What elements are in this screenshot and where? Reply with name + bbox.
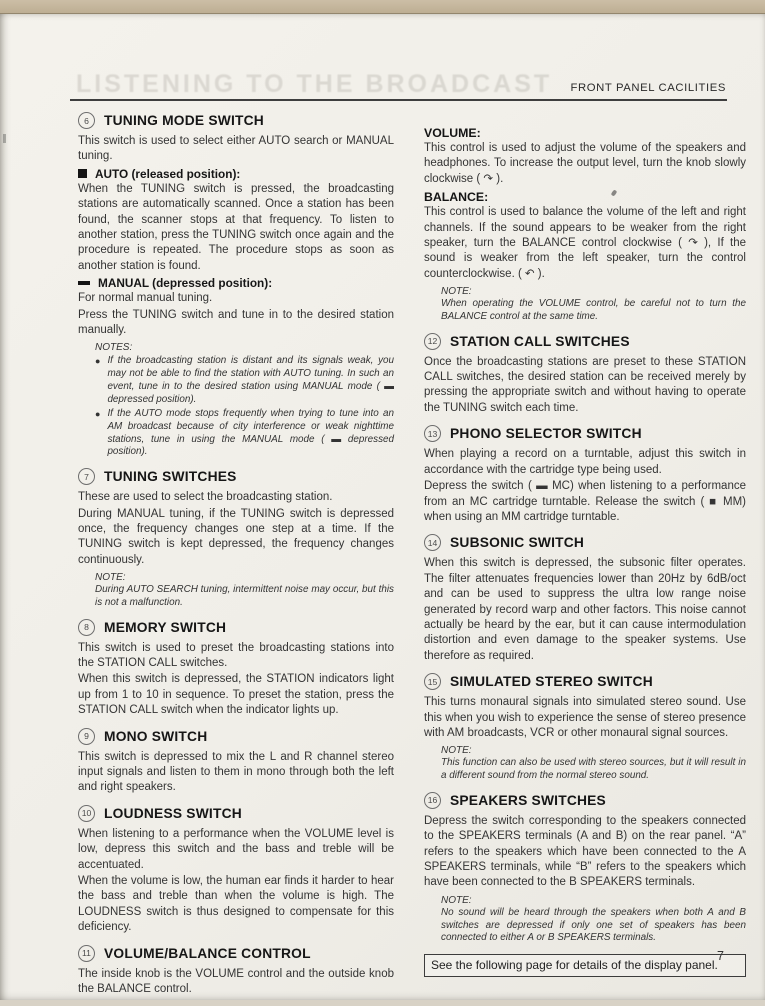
note-bullet-item [95, 355, 394, 406]
notes-label: NOTES: [95, 342, 133, 354]
paragraph: When the volume is low, the human ear finds it harder to hear the bass and treble than when the volume is high. The LOUDNESS switch is thus designed to compensate for this deficiency. [78, 875, 394, 934]
note-label: NOTE: [441, 286, 472, 298]
section-volume-balance-control [78, 945, 394, 998]
section-number-badge: 7 [78, 468, 95, 485]
section-title: SUBSONIC SWITCH [450, 535, 585, 551]
section-number-badge: 16 [424, 792, 441, 809]
section-heading [424, 534, 746, 551]
right-column [424, 126, 746, 977]
section-tuning-switches [78, 468, 394, 609]
balance-subheading: BALANCE: [424, 190, 489, 205]
section-number-badge: 11 [78, 945, 95, 962]
section-memory-switch [78, 619, 394, 719]
section-heading [78, 468, 394, 485]
section-heading [78, 728, 394, 745]
note-label: NOTE: [441, 894, 472, 906]
paragraph: During MANUAL tuning, if the TUNING switch is depressed once, the frequency changes one step at a time. If the TUNING switch is kept depressed, the frequency changes continuously. [78, 507, 394, 566]
section-phono-selector-switch [424, 425, 746, 525]
section-heading [78, 805, 394, 822]
paragraph: When playing a record on a turntable, adjust this switch in accordance with the cartridge type being used. [424, 448, 746, 476]
paragraph: When this switch is depressed, the subsonic filter operates. The filter attenuates frequencies lower than 20Hz by 6dB/oct and can be used to suppress the ultra low range noise generated by record warp and other factors. This noise cannot actually be heard by the ear, but it can cause intermodulation distortion and even damage to the speaker systems. Use therefore as required. [424, 557, 746, 662]
section-heading [424, 673, 746, 690]
footer-note-box: See the following page for details of the display panel. [424, 954, 746, 977]
section-title: MEMORY SWITCH [104, 619, 227, 635]
paragraph: When the TUNING switch is pressed, the broadcasting stations are automatically scanned. Once a station has been found, the scanner stops at that frequency. To listen to another station, press the TUNING switch once again and the procedure is repeated. The procedure stops as soon as another station is found. [78, 182, 394, 272]
bullet-icon: ● [95, 409, 101, 420]
paragraph: For normal manual tuning. [78, 292, 213, 305]
note-label: NOTE: [441, 745, 472, 757]
paragraph: When listening to a performance when the VOLUME level is low, depress this switch and the bass and treble will be accentuated. [78, 827, 394, 871]
paragraph: This switch is used to preset the broadcasting stations into the STATION CALL switches. [78, 641, 394, 669]
section-simulated-stereo-switch [424, 673, 746, 783]
volume-subheading: VOLUME: [424, 126, 481, 140]
note-text: This function can also be used with stereo sources, but it will result in a different sound from the normal stereo sound. [441, 757, 746, 782]
section-heading [424, 333, 746, 350]
paragraph: This control is used to balance the volume of the left and right channels. If the sound appears to be weaker from the right speaker, turn the BALANCE control clockwise ( ↷ ), If the sound is weaker from the left speaker, turn the control counterclockwise. ( ↶ ). [424, 206, 746, 280]
note-text: If the AUTO mode stops frequently when trying to tune into an AM broadcast because of city interference or weak nighttime stations, tune in using the MANUAL mode ( ▬ depressed position). [107, 408, 394, 458]
paragraph: This turns monaural signals into simulated stereo sound. Use this when you wish to experience the sense of stereo presence with AM broadcasts, VCR or other monaural signal sources. [424, 696, 746, 739]
manual-page [0, 14, 765, 1000]
section-title: VOLUME/BALANCE CONTROL [104, 945, 311, 961]
section-title: LOUDNESS SWITCH [104, 805, 242, 821]
subheading-auto [78, 167, 394, 181]
section-number-badge: 10 [78, 805, 95, 822]
note-label: NOTE: [95, 572, 126, 584]
section-heading [424, 425, 746, 442]
note-text: No sound will be heard through the speakers when both A and B switches are depressed if only one set of speakers has been connected to either A or B SPEAKERS terminals. [441, 906, 746, 944]
note-bullet-item [95, 408, 394, 459]
section-title: MONO SWITCH [104, 728, 208, 744]
section-title: SIMULATED STEREO SWITCH [450, 674, 653, 690]
scan-artifact [3, 134, 6, 143]
note-text: During AUTO SEARCH tuning, intermittent noise may occur, but this is not a malfunction. [95, 584, 394, 608]
paragraph: The inside knob is the VOLUME control and the outside knob the BALANCE control. [78, 967, 394, 996]
page-header: FRONT PANEL CACILITIES [570, 82, 726, 94]
section-subsonic-switch [424, 534, 746, 664]
header-rule [70, 99, 727, 101]
section-title: STATION CALL SWITCHES [450, 333, 630, 349]
section-number-badge: 13 [424, 425, 441, 442]
paragraph: This switch is depressed to mix the L and R channel stereo input signals and listen to them in mono through both the left and right speakers. [78, 750, 394, 794]
paragraph: When this switch is depressed, the STATION indicators light up from 1 to 10 in sequence. To preset the station, press the STATION CALL switch when the indicator lights up. [78, 673, 394, 717]
paragraph: These are used to select the broadcasting station. [78, 491, 333, 504]
section-heading [78, 945, 394, 962]
subheading-label: MANUAL (depressed position): [98, 276, 273, 291]
section-number-badge: 15 [424, 673, 441, 690]
paragraph: Once the broadcasting stations are preset to these STATION CALL switches, the desired station can be received merely by pressing the appropriate switch and without having to operate the TUNING switch each time. [424, 355, 746, 414]
note-text: When operating the VOLUME control, be careful not to turn the BALANCE control at the same time. [441, 298, 746, 322]
paragraph: Depress the switch corresponding to the speakers connected to the SPEAKERS terminals (A and B) on the rear panel. “A” refers to the speakers which have been connected to the A SPEAKERS terminals, while “B” refers to the speakers which have been connected to the B SPEAKERS terminals. [424, 814, 746, 889]
notes-block [95, 342, 394, 459]
section-speakers-switches [424, 792, 746, 945]
section-volume-balance-description [424, 126, 746, 324]
note-block [441, 745, 746, 782]
section-heading [78, 112, 394, 129]
left-column [78, 112, 394, 1006]
section-number-badge: 14 [424, 534, 441, 551]
section-number-badge: 12 [424, 333, 441, 350]
scan-background-strip [0, 0, 765, 14]
section-heading [78, 619, 394, 636]
section-mono-switch [78, 728, 394, 796]
note-block [441, 895, 746, 945]
paragraph: This control is used to adjust the volume of the speakers and headphones. To increase the output level, turn the knob slowly clockwise ( ↷ ). [424, 142, 746, 185]
note-block [441, 286, 746, 323]
section-title: SPEAKERS SWITCHES [450, 792, 606, 808]
bullet-icon: ● [95, 356, 101, 367]
depressed-switch-icon [78, 281, 90, 285]
page-number: 7 [717, 949, 724, 963]
section-station-call-switches [424, 333, 746, 417]
section-heading [424, 792, 746, 809]
section-tuning-mode-switch [78, 112, 394, 459]
section-loudness-switch [78, 805, 394, 936]
section-title: TUNING MODE SWITCH [104, 113, 264, 128]
bleed-through-title: LISTENING TO THE BROADCAST [76, 70, 553, 98]
section-number-badge: 8 [78, 619, 95, 636]
paragraph: Depress the switch ( ▬ MC) when listening to a performance from an MC cartridge turntable. Release the switch ( ■ MM) when using an MM cartridge turntable. [424, 480, 746, 523]
released-switch-icon [78, 169, 87, 178]
section-title: PHONO SELECTOR SWITCH [450, 426, 642, 442]
paragraph: This switch is used to select either AUTO search or MANUAL tuning. [78, 135, 394, 163]
section-number-badge: 9 [78, 728, 95, 745]
note-text: If the broadcasting station is distant and its signals weak, you may not be able to find the station with AUTO tuning. In such an event, tune in to the desired station using MANUAL mode ( ▬ depressed position). [107, 355, 394, 405]
paragraph: Press the TUNING switch and tune in to the desired station manually. [78, 308, 394, 337]
subheading-manual [78, 276, 394, 290]
subheading-label: AUTO (released position): [95, 166, 241, 181]
section-title: TUNING SWITCHES [104, 469, 237, 485]
section-number-badge: 6 [78, 112, 95, 129]
note-block [95, 572, 394, 609]
